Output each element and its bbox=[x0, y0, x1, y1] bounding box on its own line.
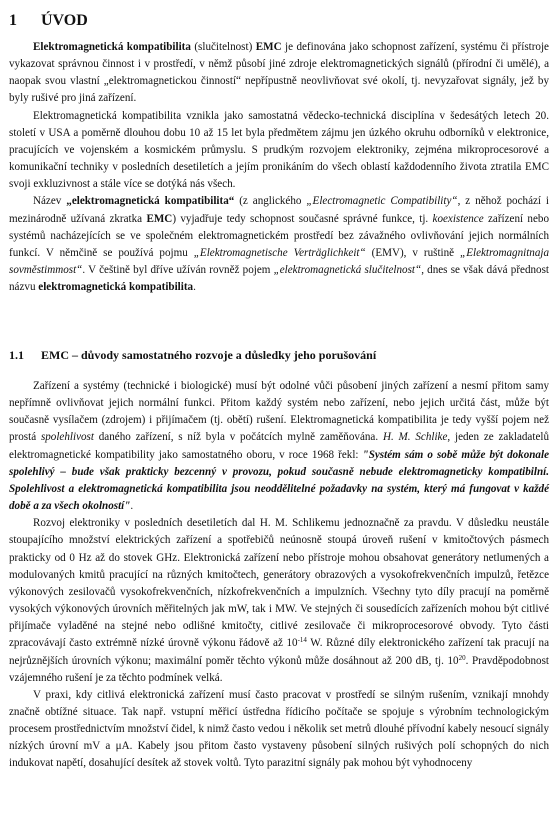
paragraph bbox=[9, 378, 549, 515]
section-text bbox=[9, 378, 549, 773]
text-run: (z anglického bbox=[234, 195, 307, 208]
text-run: Elektromagnetická kompatibilita bbox=[33, 41, 191, 53]
text-run: Název bbox=[33, 195, 67, 208]
text-run: W. Různé díly elektronického zařízení tak pracují na nejrůznějších úrovních výkonu; maximální poměr těchto výkonů může dosáhnout až 200 dB, tj. 10 bbox=[9, 637, 549, 667]
paragraph bbox=[9, 108, 549, 194]
text-run: elektromagnetická kompatibilita bbox=[38, 281, 194, 294]
text-run: „Elektromagnetische Verträglichkeit“ bbox=[193, 246, 366, 259]
text-run: , dnes se však dává přednost názvu bbox=[9, 264, 550, 294]
text-run: V praxi, kdy citlivá elektronická zařízení musí často pracovat v prostředí se silným rušením, vznikají mnohdy značně obtížné situace. Tak např. vstupní měřicí ústředna řídicího počítače se spojuje s výrobním technologickým procesem prostřednictvím množství čidel, k nimž často vedou i několik set metrů dlouhé přívodní kabely nesoucí signály nízkých úrovní mV a μA. Kabely jsou přitom často vystaveny působení silných rušivých polí schopných do nich indukovat napětí, dosahující desítek až stovek voltů. Tyto parazitní signály pak mohou být vyhodnoceny bbox=[9, 688, 549, 770]
chapter-heading bbox=[9, 12, 88, 30]
text-run: . bbox=[130, 500, 134, 513]
text-run: „elektromagnetická slučitelnost“ bbox=[273, 264, 422, 277]
paragraph bbox=[9, 515, 549, 687]
text-run: , jeden ze zakladatelů elektromagnetické kompatibility jako samostatného oboru, v roce 1968 řekl: bbox=[9, 431, 549, 461]
chapter-title: ÚVOD bbox=[41, 12, 88, 29]
text-run: ) vyjadřuje tedy schopnost současné správné funkce, tj. bbox=[172, 212, 433, 225]
text-run: EMC bbox=[255, 41, 282, 53]
text-run: (slučitelnost) bbox=[190, 41, 256, 53]
text-run: . Pravděpodobnost vzájemného rušení je za těchto podmínek velká. bbox=[9, 654, 549, 684]
text-run: . bbox=[193, 281, 196, 294]
text-run: , z něhož pochází i mezinárodně užívaná zkratka bbox=[9, 195, 550, 225]
chapter-number: 1 bbox=[9, 12, 17, 29]
section-title: EMC – důvody samostatného rozvoje a důsledky jeho porušování bbox=[41, 348, 377, 362]
text-run: „Electromagnetic Compatibility“ bbox=[306, 195, 458, 208]
paragraph bbox=[9, 687, 549, 773]
text-run: spolehlivost bbox=[40, 431, 94, 444]
text-run: Rozvoj elektroniky v posledních desetiletích dal H. M. Schlikemu jednoznačně za pravdu. V důsledku neustále stoupajícího množství elektrických zařízení a spotřebičů neúnosně stoupá úroveň rušení v kmitočtových pásmech prakticky od 0 Hz až do stovek GHz. Elektronická zařízení nebo přístroje mohou obsahovat generátory netlumených a modulovaných kmitů pracující na různých kmitočtech, generátory obrazových a vysokofrekvenčních impulzů, řetězce výkonových zesilovačů vysokofrekvenčních, nízkofrekvenčních a impulzních. Všechny tyto díly pracují na poměrně vysokých výkonových úrovních měřitelných jak mW, tak i MW. Ve stejných či sousedících zařízeních mohou být citlivé přijímače vyladěné na stejné nebo odlišné kmitočty, citlivé zesilovače či mikroprocesorové obvody. Tyto části zpracovávají často extrémně nízké úrovně výkonu řádově až 10 bbox=[9, 517, 549, 650]
text-run: . V češtině byl dříve užíván rovněž pojem bbox=[82, 264, 274, 277]
text-run: „Elektromagnitnaja sovměstimmost“ bbox=[9, 246, 549, 277]
text-run: H. M. Schlike bbox=[382, 431, 448, 444]
text-run: EMC bbox=[146, 212, 173, 225]
section-heading bbox=[9, 348, 376, 363]
text-run: "Systém sám o sobě může být dokonale spolehlivý – bude však prakticky bezcenný v provozu, pokud současně nebude elektromagneticky kompatibilní. Spolehlivost a elektromagnetická kompatibilita jsou neoddělitelné požadavky na systém, který má fungovat v každé době a za všech okolností" bbox=[9, 448, 549, 513]
text-run: Elektromagnetická kompatibilita vznikla jako samostatná vědecko-technická disciplína v šedesátých letech 20. století v USA a poměrně dlouhou dobu 10 až 15 let byla předmětem zájmu jen úzkého okruhu odborníků v elektronice, pracujících ve vojenském a kosmickém průmyslu. S prudkým rozvojem elektroniky, zejména mikroprocesorové a komunikační techniky v posledních desetiletích a jejím pronikáním do všech oblastí každodenního života ztratila EMC svoji exkluzivnost a stále více se dotýká nás všech. bbox=[9, 109, 549, 191]
text-run: koexistence bbox=[432, 212, 484, 225]
text-run: zařízení nebo systémů nacházejících se ve společném elektromagnetickém prostředí bez závažného ovlivňování jejich normálních funkcí. V němčině se používá pojmu bbox=[9, 212, 549, 259]
paragraph bbox=[9, 193, 549, 296]
paragraph bbox=[9, 39, 549, 108]
text-run: (EMV), v ruštině bbox=[365, 246, 461, 259]
text-run: Zařízení a systémy (technické i biologické) musí být odolné vůči působení jiných zařízení a nesmí přitom samy nepřímně ovlivňovat jejich normální funkci. Přitom každý systém nebo zařízení, nebo jejich určitá část, může být současně vysílačem (zdrojem) i přijímačem (tj. obětí) rušení. Elektromagnetická kompatibilita je tedy vyšší pojem než prostá bbox=[9, 380, 549, 444]
intro-text bbox=[9, 39, 549, 296]
text-run: je definována jako schopnost zařízení, systému či přístroje vykazovat správnou činnost i v prostředí, v němž působí jiné zdroje elektromagnetických signálů (přírodní či umělé), a naopak svou vlastní „elektromagnetickou činností“ nepřípustně neovlivňovat své okolí, tj. nevyzařovat signály, jež by byly rušivé pro jiná zařízení. bbox=[9, 41, 549, 105]
text-run: daného zařízení, s níž byla v počátcích mylně zaměňována. bbox=[93, 431, 383, 444]
section-number: 1.1 bbox=[9, 348, 24, 362]
text-run: 20 bbox=[458, 653, 466, 662]
text-run: „elektromagnetická kompatibilita“ bbox=[66, 195, 235, 208]
text-run: -14 bbox=[297, 636, 307, 645]
